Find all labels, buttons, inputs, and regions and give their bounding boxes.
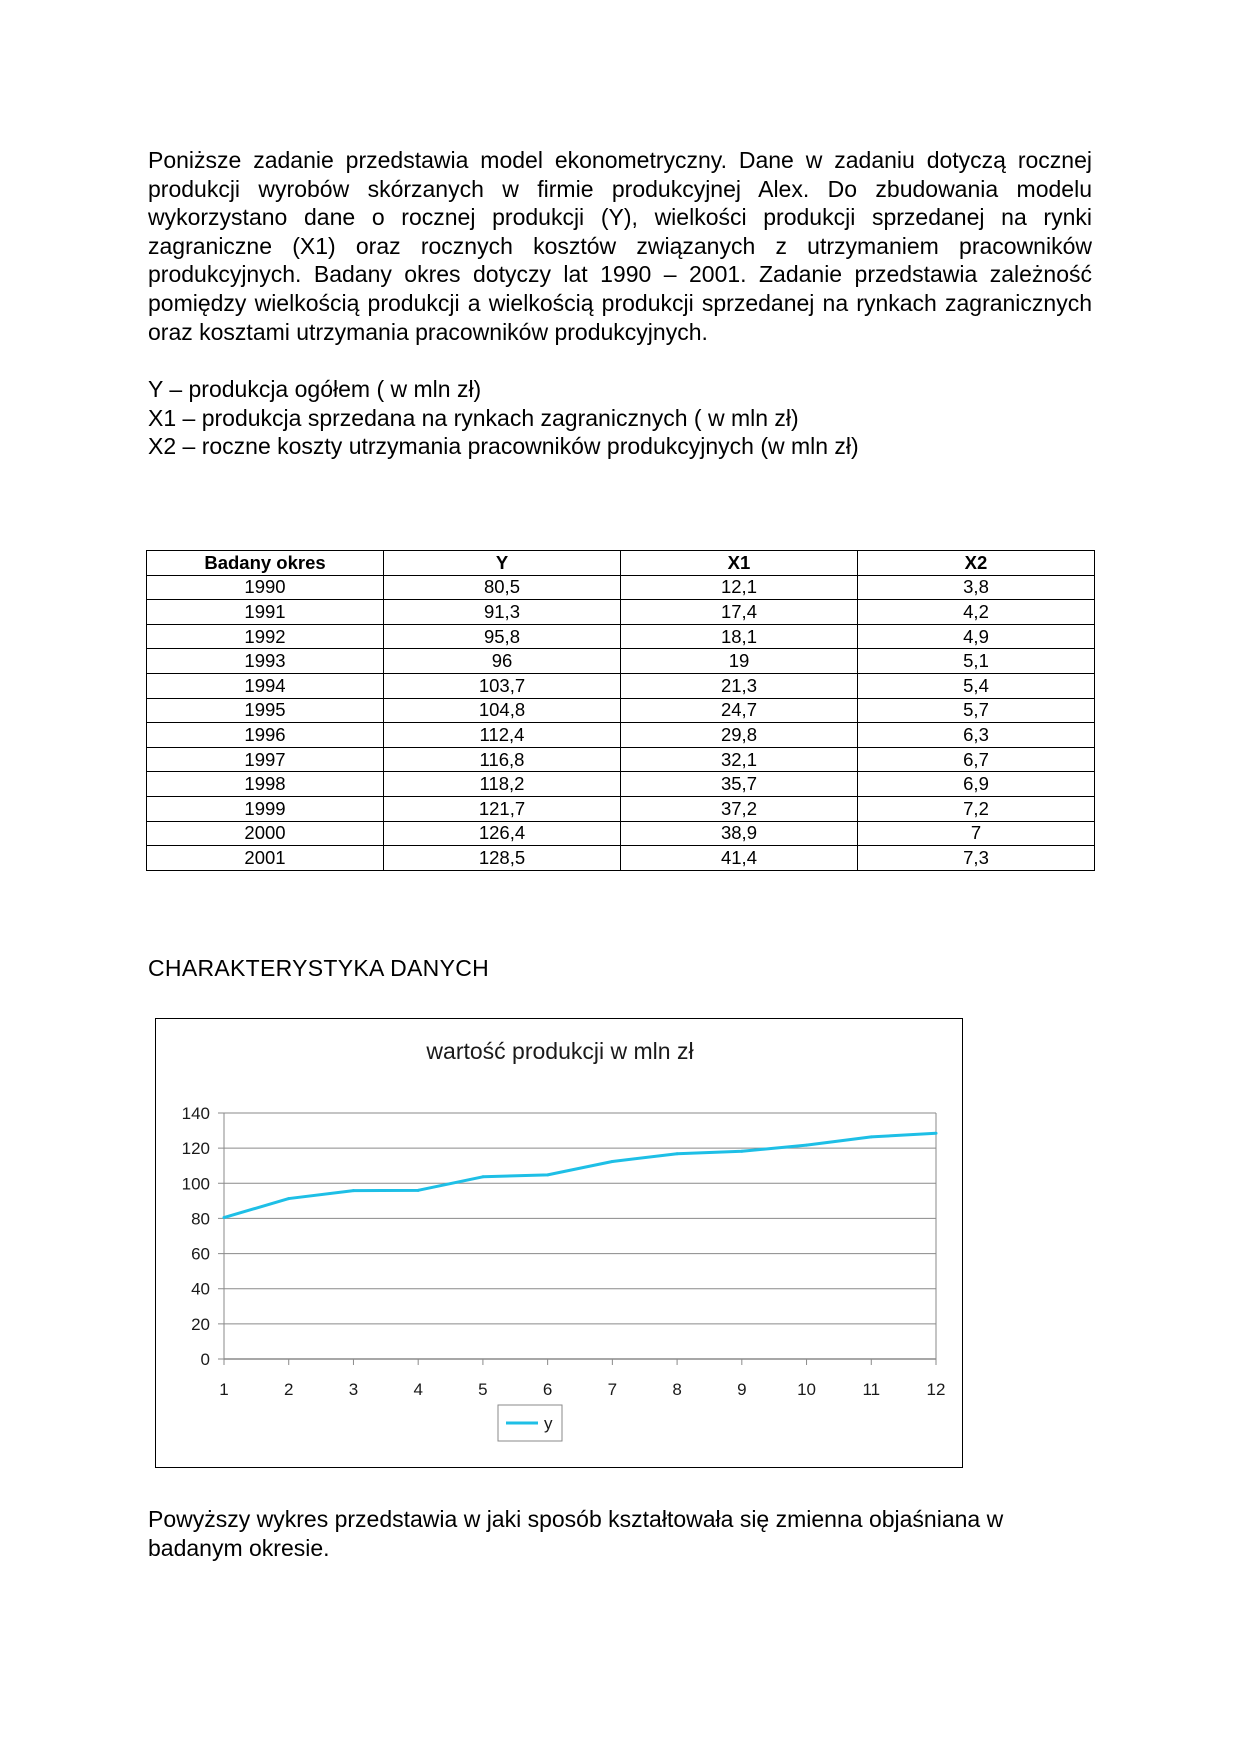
table-cell: 1992 — [147, 624, 384, 649]
table-cell: 7 — [858, 821, 1095, 846]
table-cell: 37,2 — [621, 796, 858, 821]
data-table — [146, 550, 1095, 871]
y-tick-label: 20 — [191, 1314, 210, 1334]
table-cell: 1997 — [147, 747, 384, 772]
table-cell: 21,3 — [621, 673, 858, 698]
header-x2: X2 — [858, 551, 1095, 576]
table-row — [147, 796, 1095, 821]
x-tick-label: 11 — [862, 1380, 881, 1399]
x-tick-label: 7 — [607, 1380, 618, 1399]
data-point — [611, 1160, 614, 1163]
table-row — [147, 600, 1095, 625]
table-cell: 5,7 — [858, 698, 1095, 723]
table-cell: 32,1 — [621, 747, 858, 772]
header-x1: X1 — [621, 551, 858, 576]
y-tick-label: 140 — [181, 1104, 210, 1123]
table-cell: 5,4 — [858, 673, 1095, 698]
table-cell: 121,7 — [384, 796, 621, 821]
table-row — [147, 698, 1095, 723]
table-cell: 1999 — [147, 796, 384, 821]
table-cell: 18,1 — [621, 624, 858, 649]
y-tick-label: 100 — [181, 1174, 210, 1194]
table-row — [147, 747, 1095, 772]
y-tick-label: 60 — [191, 1244, 210, 1264]
document-body — [148, 146, 1092, 461]
chart-container — [155, 1018, 963, 1468]
definition-x2: X2 – roczne koszty utrzymania pracowników produkcyjnych (w mln zł) — [148, 433, 859, 460]
x-tick-label: 10 — [797, 1380, 817, 1399]
variable-definitions — [148, 375, 1092, 461]
table-row — [147, 673, 1095, 698]
data-point — [935, 1132, 938, 1135]
table-cell: 1998 — [147, 772, 384, 797]
table-cell: 118,2 — [384, 772, 621, 797]
table-cell: 116,8 — [384, 747, 621, 772]
table-cell: 19 — [621, 649, 858, 674]
outro-paragraph: Powyższy wykres przedstawia w jaki sposób kształtowała się zmienna objaśniana w badanym okresie. — [148, 1506, 1004, 1561]
chart-title: wartość produkcji w mln zł — [426, 1038, 694, 1064]
data-point — [417, 1189, 420, 1192]
table-cell: 91,3 — [384, 600, 621, 625]
data-point — [546, 1173, 549, 1176]
data-point — [740, 1150, 743, 1153]
data-point — [223, 1216, 226, 1219]
data-point — [870, 1135, 873, 1138]
table-cell: 1994 — [147, 673, 384, 698]
table-cell: 1996 — [147, 723, 384, 748]
table-cell: 2000 — [147, 821, 384, 846]
table-cell: 17,4 — [621, 600, 858, 625]
x-tick-label: 1 — [219, 1380, 229, 1399]
x-tick-label: 3 — [348, 1380, 359, 1399]
table-row — [147, 649, 1095, 674]
line-chart — [156, 1019, 964, 1469]
table-cell: 126,4 — [384, 821, 621, 846]
table-cell: 12,1 — [621, 575, 858, 600]
table-cell: 95,8 — [384, 624, 621, 649]
table-row — [147, 772, 1095, 797]
x-tick-label: 5 — [478, 1380, 488, 1399]
table-cell: 4,2 — [858, 600, 1095, 625]
data-point — [352, 1189, 355, 1192]
table-cell: 128,5 — [384, 846, 621, 871]
table-cell: 35,7 — [621, 772, 858, 797]
table-row — [147, 575, 1095, 600]
y-tick-label: 0 — [200, 1350, 210, 1369]
table-cell: 6,9 — [858, 772, 1095, 797]
table-cell: 112,4 — [384, 723, 621, 748]
x-tick-label: 9 — [737, 1380, 747, 1399]
x-tick-label: 6 — [542, 1380, 553, 1399]
table-cell: 2001 — [147, 846, 384, 871]
definition-x1: X1 – produkcja sprzedana na rynkach zagranicznych ( w mln zł) — [148, 404, 799, 431]
table-row — [147, 723, 1095, 748]
definition-y: Y – produkcja ogółem ( w mln zł) — [148, 376, 482, 403]
header-period: Badany okres — [147, 551, 384, 576]
table-cell: 1991 — [147, 600, 384, 625]
table-cell: 4,9 — [858, 624, 1095, 649]
series-line-y — [224, 1133, 936, 1217]
table-cell: 6,3 — [858, 723, 1095, 748]
table-cell: 3,8 — [858, 575, 1095, 600]
table-cell: 104,8 — [384, 698, 621, 723]
table-cell: 41,4 — [621, 846, 858, 871]
table-cell: 1990 — [147, 575, 384, 600]
table-cell: 5,1 — [858, 649, 1095, 674]
table-cell: 6,7 — [858, 747, 1095, 772]
table-cell: 96 — [384, 649, 621, 674]
x-tick-label: 12 — [926, 1380, 946, 1399]
data-point — [287, 1197, 290, 1200]
x-tick-label: 8 — [672, 1380, 682, 1399]
table-cell: 24,7 — [621, 698, 858, 723]
legend-label: y — [544, 1414, 553, 1433]
table-row — [147, 624, 1095, 649]
y-tick-label: 120 — [181, 1139, 210, 1159]
table-row — [147, 846, 1095, 871]
table-cell: 38,9 — [621, 821, 858, 846]
y-tick-label: 40 — [191, 1279, 210, 1299]
table-cell: 1995 — [147, 698, 384, 723]
table-cell: 1993 — [147, 649, 384, 674]
table-header-row — [147, 551, 1095, 576]
table-cell: 103,7 — [384, 673, 621, 698]
intro-paragraph: Poniższe zadanie przedstawia model ekonometryczny. Dane w zadaniu dotyczą rocznej produkcji wyrobów skórzanych w firmie produkcyjnej Alex. Do zbudowania modelu wykorzystano dane o rocznej produkcji (Y), wielkości produkcji sprzedanej na rynki zagraniczne (X1) oraz rocznych kosztów związanych z utrzymaniem pracowników produkcyjnych. Badany okres dotyczy lat 1990 – 2001. Zadanie przedstawia zależność pomiędzy wielkością produkcji a wielkością produkcji sprzedanej na rynkach zagranicznych oraz kosztami utrzymania pracowników produkcyjnych. — [148, 147, 1092, 345]
header-y: Y — [384, 551, 621, 576]
data-point — [481, 1175, 484, 1178]
table-row — [147, 821, 1095, 846]
x-tick-label: 4 — [413, 1380, 423, 1399]
section-title: CHARAKTERYSTYKA DANYCH — [148, 955, 490, 981]
table-cell: 80,5 — [384, 575, 621, 600]
table-cell: 29,8 — [621, 723, 858, 748]
table-cell: 7,2 — [858, 796, 1095, 821]
data-point — [805, 1144, 808, 1147]
y-tick-label: 80 — [191, 1209, 210, 1229]
table-cell: 7,3 — [858, 846, 1095, 871]
data-point — [676, 1152, 679, 1155]
x-tick-label: 2 — [283, 1380, 294, 1399]
